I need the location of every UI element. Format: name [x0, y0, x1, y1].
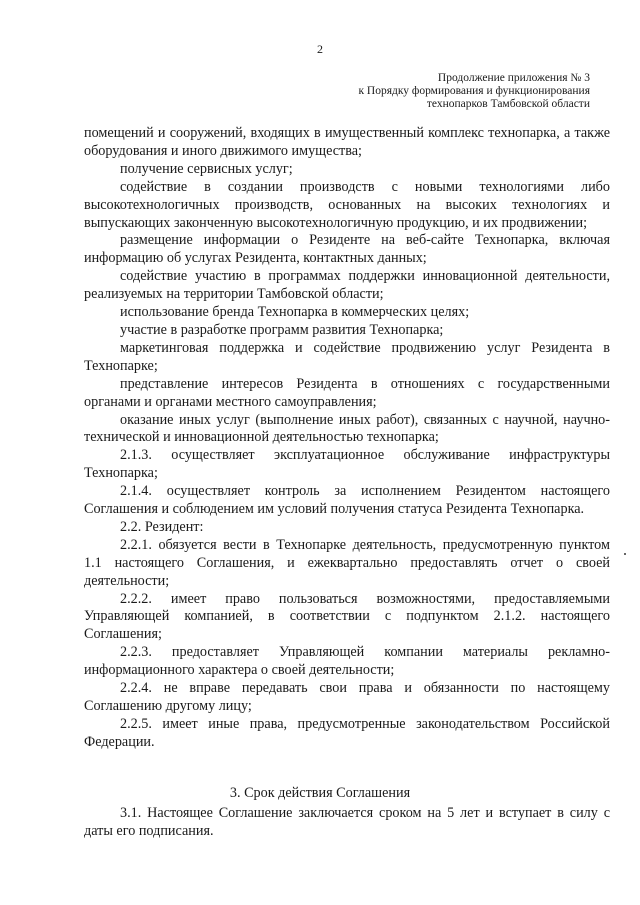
paragraph: 2.1.3. осуществляет эксплуатационное обслуживание инфраструктуры Технопарка; [84, 447, 610, 482]
paragraph: представление интересов Резидента в отношениях с государственными органами и органами местного самоуправления; [84, 375, 610, 410]
scan-mark [624, 553, 626, 555]
paragraph: размещение информации о Резиденте на веб-сайте Технопарка, включая информацию об услугах Резидента, контактных данных; [84, 232, 610, 267]
paragraph: содействие участию в программах поддержки инновационной деятельности, реализуемых на территории Тамбовской области; [84, 268, 610, 303]
paragraph: 2.2.2. имеет право пользоваться возможностями, предоставляемыми Управляющей компанией, в соответствии с подпунктом 2.1.2. настоящего Соглашения; [84, 590, 610, 643]
paragraph: использование бренда Технопарка в коммерческих целях; [120, 304, 470, 321]
paragraph: 2.2. Резидент: [120, 518, 204, 535]
paragraph: 3.1. Настоящее Соглашение заключается сроком на 5 лет и вступает в силу с даты его подписания. [84, 805, 610, 839]
paragraph: 2.2.1. обязуется вести в Технопарке деятельность, предусмотренную пунктом 1.1 настоящего Соглашения, и ежеквартально предоставлять отчет о своей деятельности; [84, 536, 610, 589]
header-line: к Порядку формирования и функционирования [358, 85, 590, 97]
paragraph: помещений и сооружений, входящих в имущественный комплекс технопарка, а также оборудования и иного движимого имущества; [84, 125, 610, 159]
paragraph: оказание иных услуг (выполнение иных работ), связанных с научной, научно-технической и инновационной деятельностью технопарка; [84, 411, 610, 446]
header-line: Продолжение приложения № 3 [437, 72, 590, 84]
paragraph: участие в разработке программ развития Технопарка; [120, 321, 444, 338]
paragraph: 2.2.4. не вправе передавать свои права и обязанности по настоящему Соглашению другому лицу; [84, 680, 610, 714]
closing-section [84, 805, 610, 841]
section-heading: 3. Срок действия Соглашения [229, 785, 411, 801]
header-line: технопарков Тамбовской области [426, 98, 590, 110]
paragraph: маркетинговая поддержка и содействие продвижению услуг Резидента в Технопарке; [84, 339, 610, 374]
appendix-header [330, 72, 590, 111]
paragraph: 2.2.5. имеет иные права, предусмотренные законодательством Российской Федерации. [84, 715, 610, 750]
page-number: 2 [317, 42, 323, 56]
paragraph: содействие в создании производств с новыми технологиями либо высокотехнологичных производств, основанных на высоких технологиях и выпускающих законченную высокотехнологичную продукцию, и их продвижении; [84, 178, 610, 231]
document-body [84, 125, 610, 752]
paragraph: 2.1.4. осуществляет контроль за исполнением Резидентом настоящего Соглашения и соблюдением им условий получения статуса Резидента Технопарка. [84, 483, 610, 518]
paragraph: получение сервисных услуг; [120, 160, 293, 177]
paragraph: 2.2.3. предоставляет Управляющей компании материалы рекламно-информационного характера о своей деятельности; [84, 644, 610, 679]
